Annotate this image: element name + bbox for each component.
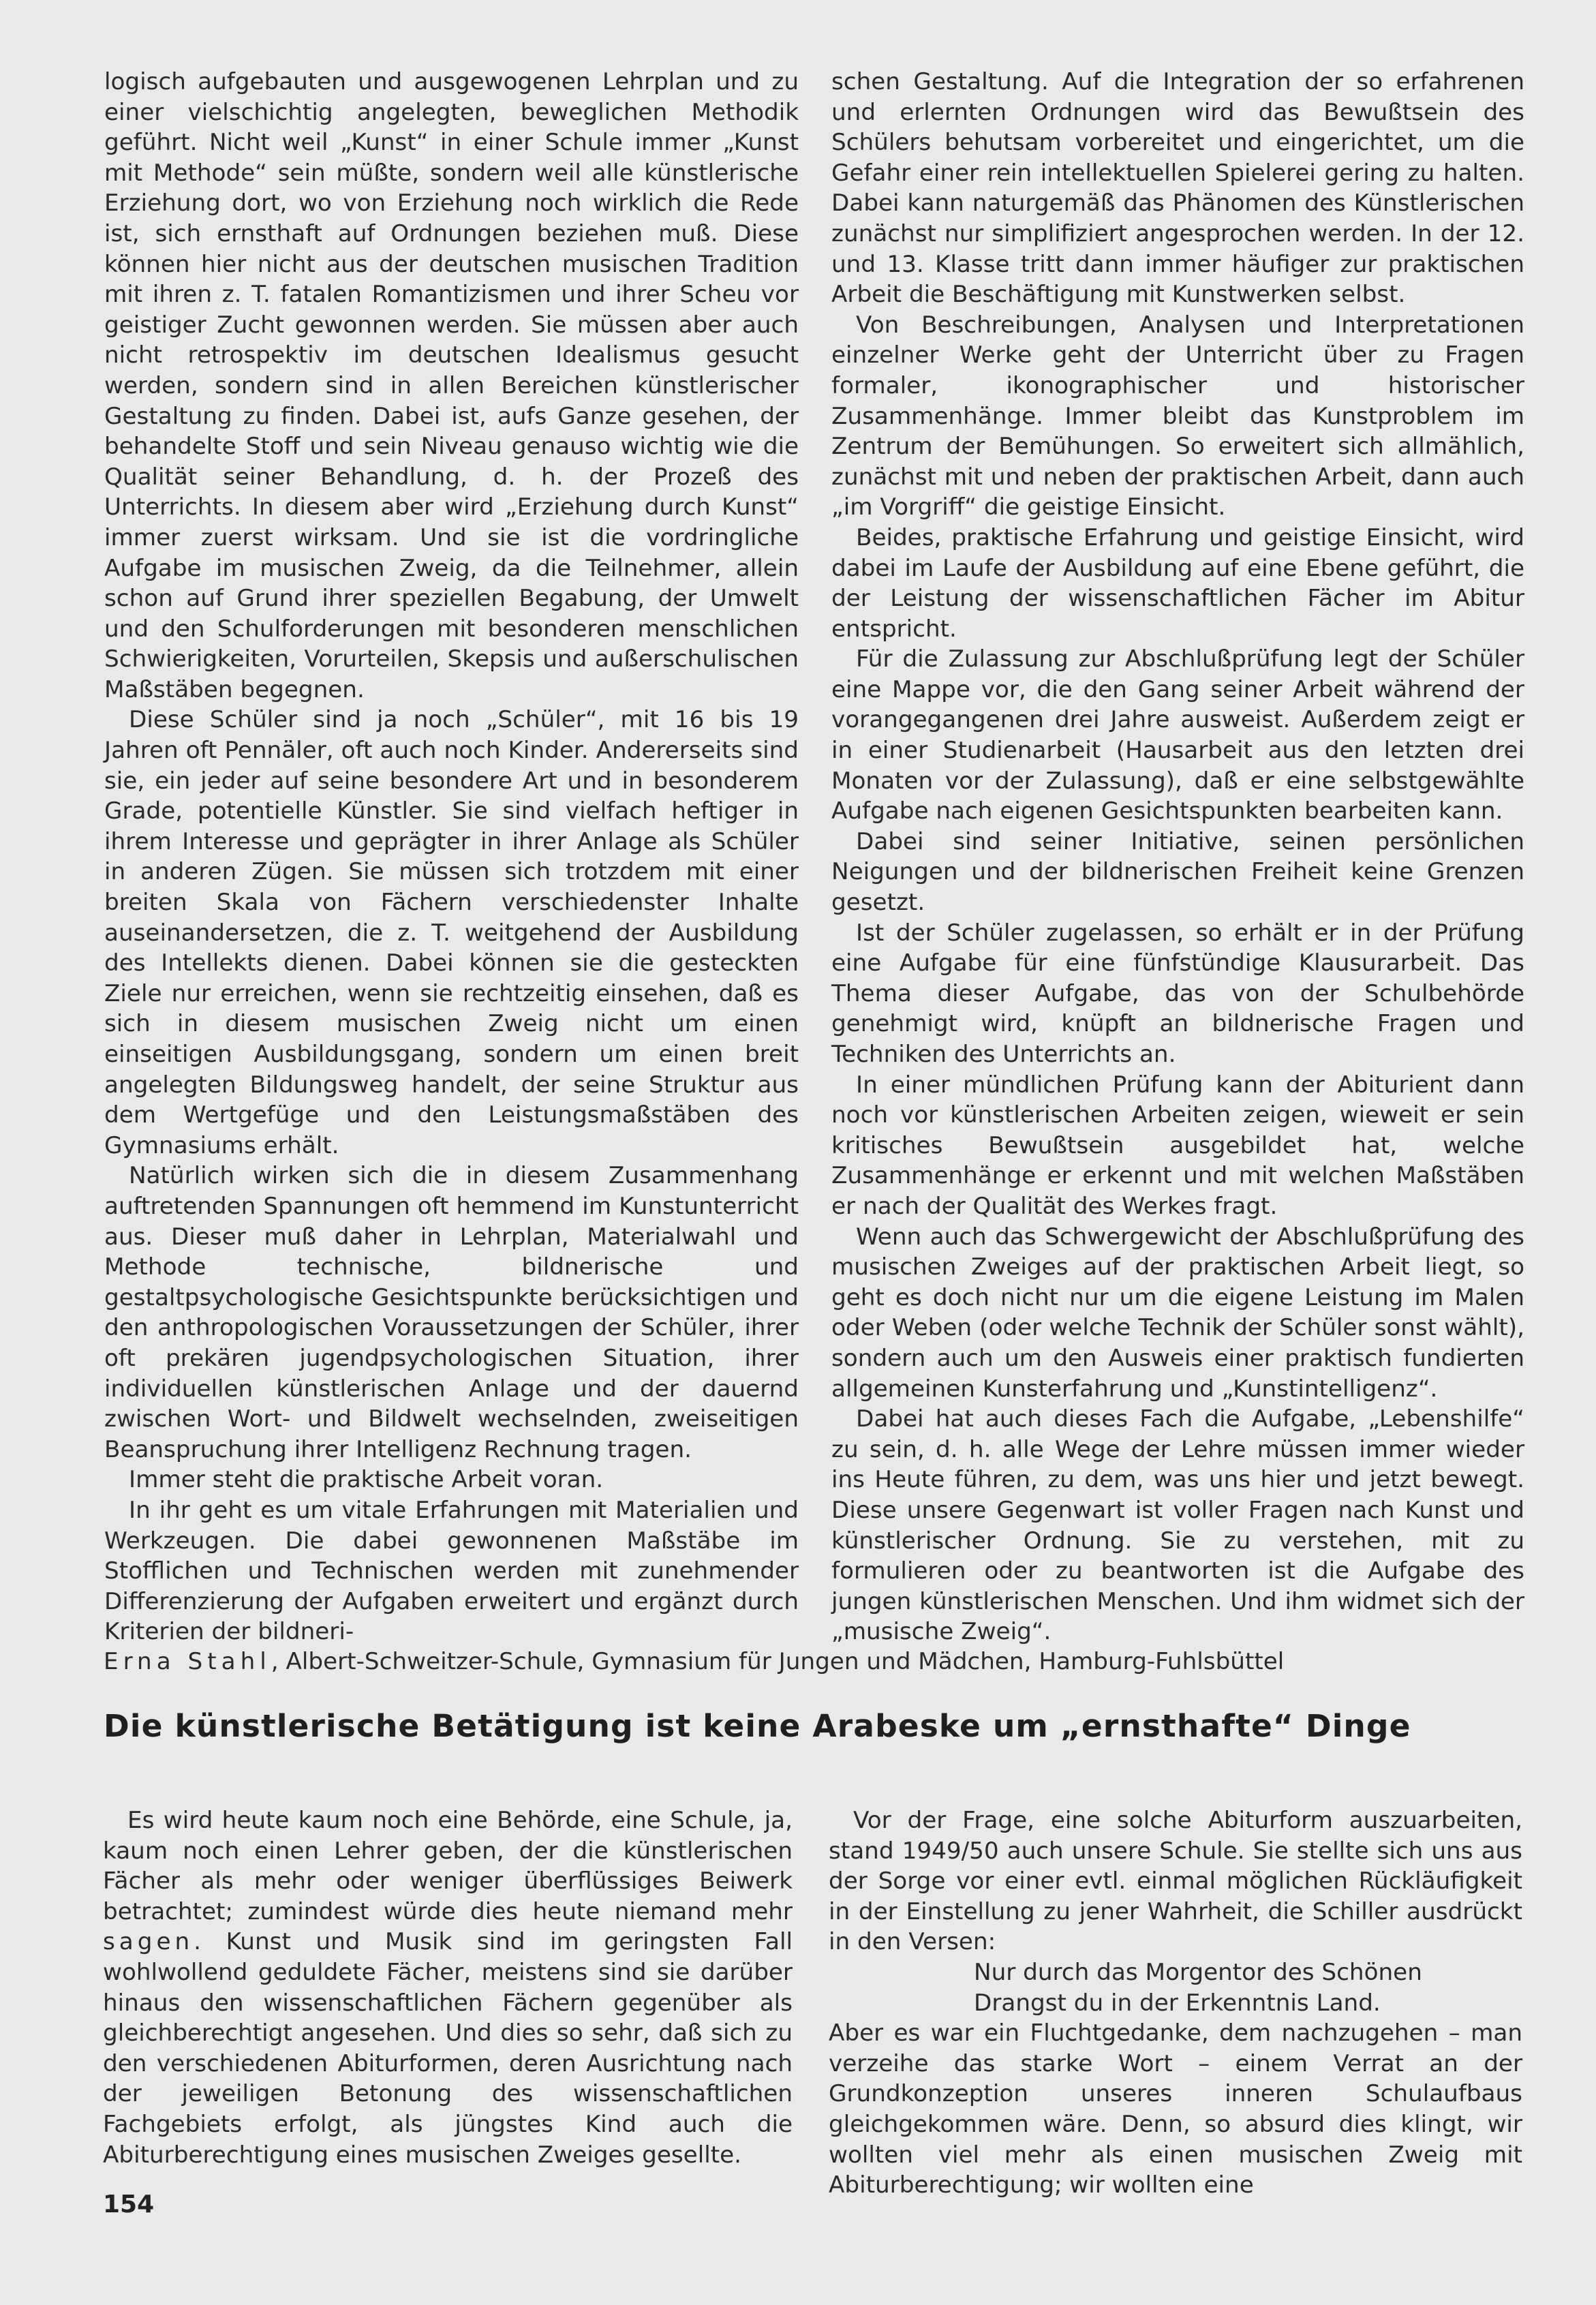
bottom-article-left-column	[103, 1805, 793, 2170]
verse-line: Nur durch das Morgentor des Schönen	[974, 1958, 1422, 1986]
verse-line: Drangst du in der Erkenntnis Land.	[974, 1989, 1381, 2017]
top-article-left-column	[104, 67, 799, 1647]
byline-author: Erna Stahl	[104, 1648, 271, 1675]
paragraph: Immer steht die praktische Arbeit voran.	[129, 1466, 604, 1494]
paragraph: Ist der Schüler zugelassen, so erhält er in der Prüfung eine Aufgabe für eine fünfstündige Klausurarbeit. Das Thema dieser Aufgabe, das von der Schulbehörde genehmigt wird, knüpft an bildnerische Fragen und Techniken des Unterrichts an.	[831, 919, 1524, 1068]
page-number: 154	[103, 2190, 155, 2218]
top-article-right-column	[831, 67, 1524, 1647]
paragraph	[103, 1805, 793, 2170]
paragraph: Dabei sind seiner Initiative, seinen persönlichen Neigungen und der bildnerischen Freiheit keine Grenzen gesetzt.	[831, 827, 1524, 917]
paragraph-text: . Kunst und Musik sind im geringsten Fall wohlwollend geduldete Fächer, meistens sind sie darüber hinaus den wissenschaftlichen Fächern gegenüber als gleichberechtigt angesehen. Und dies so sehr, daß sich zu den verschiedenen Abiturformen, deren Ausrichtung nach der jeweiligen Betonung des wissenschaftlichen Fachgebiets erfolgt, als jüngstes Kind auch die Abiturberechtigung eines musischen Zweiges gesellte.	[103, 1928, 793, 2169]
paragraph: Natürlich wirken sich die in diesem Zusammenhang auftretenden Spannungen oft hemmend im Kunstunterricht aus. Dieser muß daher in Lehrplan, Materialwahl und Methode technische, bildnerische und gestaltpsychologische Gesichtspunkte berücksichtigen und den anthropologischen Voraussetzungen der Schüler, ihrer oft prekären jugendpsychologischen Situation, ihrer individuellen künstlerischen Anlage und der dauernd zwischen Wort- und Bildwelt wechselnden, zweiseitigen Beanspruchung ihrer Intelligenz Rechnung tragen.	[104, 1162, 799, 1463]
paragraph: Von Beschreibungen, Analysen und Interpretationen einzelner Werke geht der Unterricht über zu Fragen formaler, ikonographischer und historischer Zusammenhänge. Immer bleibt das Kunstproblem im Zentrum der Bemühungen. So erweitert sich allmählich, zunächst mit und neben der praktischen Arbeit, dann auch „im Vorgriff“ die geistige Einsicht.	[831, 311, 1524, 521]
bottom-article-right-column	[829, 1805, 1522, 2201]
paragraph: In einer mündlichen Prüfung kann der Abiturient dann noch vor künstlerischen Arbeiten zeigen, wieweit er sein kritisches Bewußtsein ausgebildet hat, welche Zusammenhänge er erkennt und mit welchen Maßstäben er nach der Qualität des Werkes fragt.	[831, 1071, 1524, 1220]
article-headline: Die künstlerische Betätigung ist keine Arabeske um „ernsthafte“ Dinge	[104, 1708, 1411, 1744]
byline-affiliation: , Albert-Schweitzer-Schule, Gymnasium für Jungen und Mädchen, Hamburg-Fuhlsbüttel	[271, 1648, 1285, 1675]
paragraph: Dabei hat auch dieses Fach die Aufgabe, „Lebenshilfe“ zu sein, d. h. alle Wege der Lehre müssen immer wieder ins Heute führen, zu dem, was uns hier und jetzt bewegt. Diese unsere Gegenwart ist voller Fragen nach Kunst und künstlerischer Ordnung. Sie zu verstehen, mit zu formulieren oder zu beantworten ist die Aufgabe des jungen künstlerischen Menschen. Und ihm widmet sich der „musische Zweig“.	[831, 1405, 1524, 1646]
paragraph: schen Gestaltung. Auf die Integration der so erfahrenen und erlernten Ordnungen wird das Bewußtsein des Schülers behutsam vorbereitet und eingerichtet, um die Gefahr einer rein intellektuellen Spielerei gering zu halten. Dabei kann naturgemäß das Phänomen des Künstlerischen zunächst nur simplifiziert angesprochen werden. In der 12. und 13. Klasse tritt dann immer häufiger zur praktischen Arbeit die Beschäftigung mit Kunstwerken selbst.	[831, 68, 1524, 309]
paragraph: Beides, praktische Erfahrung und geistige Einsicht, wird dabei im Laufe der Ausbildung auf eine Ebene geführt, die der Leistung der wissenschaftlichen Fächer im Abitur entspricht.	[831, 523, 1524, 643]
paragraph: In ihr geht es um vitale Erfahrungen mit Materialien und Werkzeugen. Die dabei gewonnenen Maßstäbe im Stofflichen und Technischen werden mit zunehmender Differenzierung der Aufgaben erweitert und ergänzt durch Kriterien der bildneri-	[104, 1496, 799, 1646]
emphasized-word: sagen	[103, 1928, 194, 1956]
paragraph: Vor der Frage, eine solche Abiturform auszuarbeiten, stand 1949/50 auch unsere Schule. Sie stellte sich uns aus der Sorge vor einer evtl. einmal möglichen Rückläufigkeit in der Einstellung zu jener Wahrheit, die Schiller ausdrückt in den Versen:	[829, 1807, 1522, 1956]
byline	[104, 1647, 1284, 1677]
paragraph-text: Es wird heute kaum noch eine Behörde, eine Schule, ja, kaum noch einen Lehrer geben, der die künstlerischen Fächer als mehr oder weniger überflüssiges Beiwerk betrachtet; zumindest würde dies heute niemand mehr	[103, 1807, 793, 1925]
paragraph: Diese Schüler sind ja noch „Schüler“, mit 16 bis 19 Jahren oft Pennäler, oft auch noch Kinder. Andererseits sind sie, ein jeder auf seine besondere Art und in besonderem Grade, potentielle Künstler. Sie sind vielfach heftiger in ihrem Interesse und geprägter in ihrer Anlage als Schüler in anderen Zügen. Sie müssen sich trotzdem mit einer breiten Skala von Fächern verschiedenster Inhalte auseinandersetzen, die z. T. weitgehend der Ausbildung des Intellekts dienen. Dabei können sie die gesteckten Ziele nur erreichen, wenn sie rechtzeitig einsehen, daß es sich in diesem musischen Zweig nicht um einen einseitigen Ausbildungsgang, sondern um einen breit angelegten Bildungsweg handelt, der seine Struktur aus dem Wertgefüge und den Leistungsmaßstäben des Gymnasiums erhält.	[104, 706, 799, 1159]
paragraph: Wenn auch das Schwergewicht der Abschlußprüfung des musischen Zweiges auf der praktischen Arbeit liegt, so geht es doch nicht nur um die eigene Leistung im Malen oder Weben (oder welche Technik der Schüler sonst wählt), sondern auch um den Ausweis einer praktisch fundierten allgemeinen Kunsterfahrung und „Kunstintelligenz“.	[831, 1223, 1524, 1403]
paragraph: logisch aufgebauten und ausgewogenen Lehrplan und zu einer vielschichtig angelegten, beweglichen Methodik geführt. Nicht weil „Kunst“ in einer Schule immer „Kunst mit Methode“ sein müßte, sondern weil alle künstlerische Erziehung dort, wo von Erziehung noch wirklich die Rede ist, sich ernsthaft auf Ordnungen beziehen muß. Diese können hier nicht aus der deutschen musischen Tradition mit ihren z. T. fatalen Romantizismen und ihrer Scheu vor geistiger Zucht gewonnen werden. Sie müssen aber auch nicht retrospektiv im deutschen Idealismus gesucht werden, sondern sind in allen Bereichen künstlerischer Gestaltung zu finden. Dabei ist, aufs Ganze gesehen, der behandelte Stoff und sein Niveau genauso wichtig wie die Qualität seiner Behandlung, d. h. der Prozeß des Unterrichts. In diesem aber wird „Erziehung durch Kunst“ immer zuerst wirksam. Und sie ist die vordringliche Aufgabe im musischen Zweig, da die Teilnehmer, allein schon auf Grund ihrer speziellen Begabung, der Umwelt und den Schulforderungen mit besonderen menschlichen Schwierigkeiten, Vorurteilen, Skepsis und außerschulischen Maßstäben begegnen.	[104, 68, 799, 703]
paragraph: Aber es war ein Fluchtgedanke, dem nachzugehen – man verzeihe das starke Wort – einem Verrat an der Grundkonzeption unseres inneren Schulaufbaus gleichgekommen wäre. Denn, so absurd dies klingt, wir wollten viel mehr als einen musischen Zweig mit Abiturberechtigung; wir wollten eine	[829, 2019, 1522, 2199]
paragraph: Für die Zulassung zur Abschlußprüfung legt der Schüler eine Mappe vor, die den Gang seiner Arbeit während der vorangegangenen drei Jahre ausweist. Außerdem zeigt er in einer Studienarbeit (Hausarbeit aus den letzten drei Monaten vor der Zulassung), daß er eine selbstgewählte Aufgabe nach eigenen Gesichtspunkten bearbeiten kann.	[831, 645, 1524, 825]
